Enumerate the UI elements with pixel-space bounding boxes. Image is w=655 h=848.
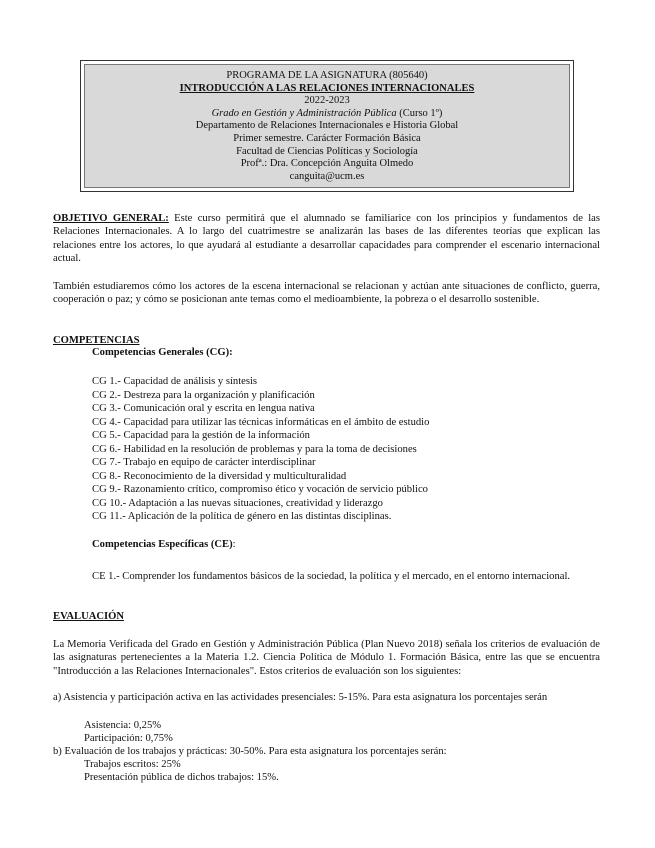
list-item: CG 11.- Aplicación de la política de género en las distintas disciplinas. xyxy=(92,511,392,522)
list-item: CG 7.- Trabajo en equipo de carácter interdisciplinar xyxy=(92,457,316,468)
generales-heading: Competencias Generales (CG): xyxy=(92,347,233,358)
department: Departamento de Relaciones Internacionales e Historia Global xyxy=(195,120,459,132)
asistencia-line: Asistencia: 0,25% xyxy=(84,720,162,731)
faculty: Facultad de Ciencias Políticas y Sociología xyxy=(236,145,418,157)
list-item: CG 2.- Destreza para la organización y planificación xyxy=(92,389,315,401)
objective-paragraph xyxy=(53,212,600,266)
presentacion-line: Presentación pública de dichos trabajos: 15%. xyxy=(84,772,279,783)
list-item: CG 3.- Comunicación oral y escrita en lengua nativa xyxy=(92,403,315,414)
list-item: CG 10.- Adaptación a las nuevas situaciones, creatividad y liderazgo xyxy=(92,497,383,509)
list-item: CG 9.- Razonamiento crítico, compromiso ético y vocación de servicio público xyxy=(92,484,428,495)
objective-paragraph-2: También estudiaremos cómo los actores de la escena internacional se relacionan y actúan ante situaciones de conflicto, guerra, cooperación o paz; y cómo se posicionan ante temas como el medioambiente, la pobreza o el desarrollo sostenible. xyxy=(53,281,600,306)
especificas-heading xyxy=(92,539,236,550)
list-item: CG 6.- Habilidad en la resolución de problemas y para la toma de decisiones xyxy=(92,443,417,455)
especificas-heading-text: Competencias Específicas (CE) xyxy=(92,539,233,550)
evaluacion-intro: La Memoria Verificada del Grado en Gestión y Administración Pública (Plan Nuevo 2018) señala los criterios de evaluación de las asignaturas pertenecientes a la Materia 1.2. Ciencia Política de Módulo 1. Formación Básica, entre las que se encuentra "Introducción a las Relaciones Internacionales". Estos criterios de evaluación son los siguientes: xyxy=(53,639,600,677)
especificas-heading-colon: : xyxy=(232,539,236,550)
evaluacion-heading: EVALUACIÓN xyxy=(53,611,125,622)
course-header xyxy=(84,64,570,188)
course-header-box xyxy=(80,60,574,192)
participacion-line: Participación: 0,75% xyxy=(84,733,173,744)
degree-name: Grado en Gestión y Administración Pública xyxy=(211,107,397,119)
competencias-heading: COMPETENCIAS xyxy=(53,335,140,346)
degree-line xyxy=(85,108,569,121)
especificas-item: CE 1.- Comprender los fundamentos básicos de la sociedad, la política y el mercado, en el entorno internacional. xyxy=(92,571,571,582)
course-title: INTRODUCCIÓN A LAS RELACIONES INTERNACIONALES xyxy=(179,82,475,94)
objective-label: OBJETIVO GENERAL: xyxy=(53,213,169,224)
professor: Profª.: Dra. Concepción Anguita Olmedo xyxy=(240,158,414,170)
list-item: CG 5.- Capacidad para la gestión de la información xyxy=(92,430,310,441)
objective-text: Este curso permitirá que el alumnado se familiarice con los principios y fundamentos de las Relaciones Internacionales. A lo largo del cuatrimestre se analizarán las bases de las diferentes teorías que explican las relaciones entre los actores, lo que ayudará al estudiante a desarrollar capacidades para comprender el escenario internacional actual. xyxy=(53,213,600,265)
list-item: CG 4.- Capacidad para utilizar las técnicas informáticas en el ámbito de estudio xyxy=(92,416,430,428)
trabajos-line: Trabajos escritos: 25% xyxy=(84,759,181,770)
list-item: CG 1.- Capacidad de análisis y síntesis xyxy=(92,376,258,387)
evaluacion-item-a: a) Asistencia y participación activa en las actividades presenciales: 5-15%. Para esta asignatura los porcentajes serán xyxy=(53,692,548,703)
evaluacion-item-b: b) Evaluación de los trabajos y prácticas: 30-50%. Para esta asignatura los porcentajes serán: xyxy=(53,746,447,757)
course-year: (Curso 1º) xyxy=(396,107,443,119)
professor-email[interactable]: canguita@ucm.es xyxy=(289,170,365,182)
semester: Primer semestre. Carácter Formación Básica xyxy=(233,132,421,144)
academic-year: 2022-2023 xyxy=(304,95,350,107)
list-item: CG 8.- Reconocimiento de la diversidad y multiculturalidad xyxy=(92,470,347,482)
program-line: PROGRAMA DE LA ASIGNATURA (805640) xyxy=(226,70,428,81)
generales-list xyxy=(92,375,429,524)
